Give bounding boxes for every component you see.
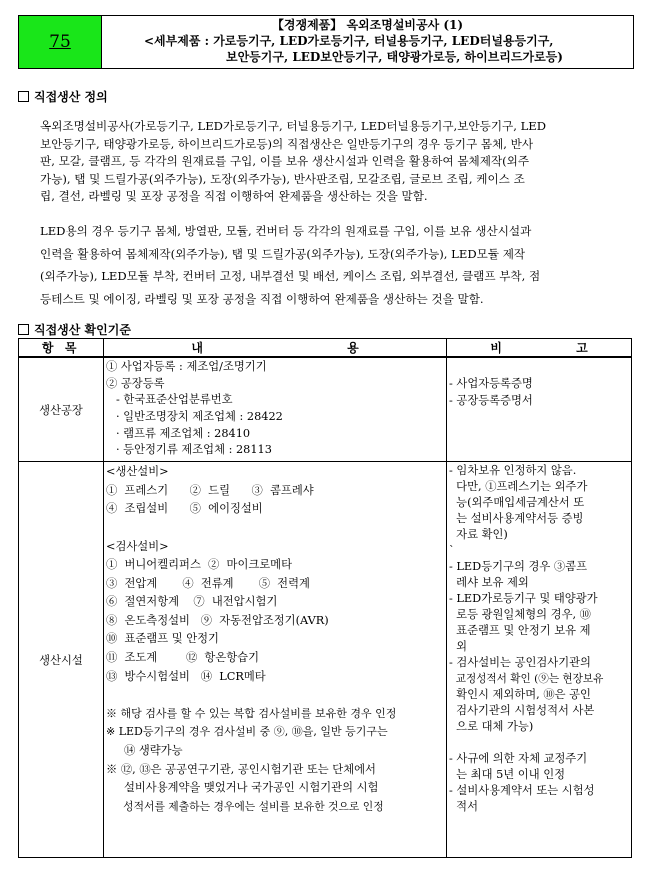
content-line: ① 프레스기 ② 드릴 ③ 콤프레샤 — [106, 483, 314, 497]
table-row-factory — [19, 357, 632, 462]
content-line: ⑬ 방수시험설비 ⑭ LCR메타 — [106, 669, 266, 683]
product-header — [18, 15, 634, 69]
row-content — [104, 357, 447, 462]
note-line: 레샤 보유 제외 — [449, 576, 529, 590]
note-line: 능(외주매입세금계산서 또 — [449, 496, 585, 510]
note-line: - 공장등록증명서 — [449, 393, 533, 407]
section-heading-criteria: 직접생산 확인기준 — [18, 321, 131, 338]
content-line — [106, 686, 446, 705]
note-line: - 사업자등록증명 — [449, 377, 533, 390]
title-line-1: 【경쟁제품】 옥외조명설비공사 (1) — [271, 18, 464, 32]
paragraph-line: 립, 결선, 라벨링 및 포장 공정을 직접 이행하여 완제품을 생산하는 것을 말함. — [40, 189, 428, 204]
note-line: - 임차보유 인정하지 않음. — [449, 464, 577, 478]
note-line: 적서 — [449, 800, 479, 814]
paragraph-line: 가능), 탭 및 드릴가공(외주가능), 도장(외주가능), 반사판조립, 모갈조립, 글로브 조립, 케이스 조 — [40, 171, 525, 186]
content-line: ② 공장등록 — [106, 376, 165, 390]
content-line: · 일반조명장치 제조업체 : 28422 — [116, 410, 283, 424]
paragraph-line: 판, 모갈, 클램프, 등 각각의 원재료를 구입, 이를 보유 생산시설과 인력을 활용하여 몸체제작(외주 — [40, 154, 530, 169]
paragraph-line: (외주가능), LED모듈 부착, 컨버터 고정, 내부결선 및 배선, 케이스 조립, 외부결선, 클램프 부착, 점 — [40, 269, 541, 283]
note-line: 확인시 제외하며, ⑩은 공인 — [449, 688, 591, 702]
paragraph-line: 옥외조명설비공사(가로등기구, LED가로등기구, 터널용등기구, LED터널용등기구,보안등기구, LED — [40, 119, 547, 133]
note-line — [449, 735, 631, 751]
content-line: 설비사용계약을 맺었거나 국가공인 시험기관의 시험 — [106, 781, 379, 795]
table-header-row — [19, 339, 632, 358]
row-notes — [447, 357, 632, 462]
note-line: - 사규에 의한 자체 교정주기 — [449, 752, 588, 766]
criteria-table — [18, 338, 632, 858]
paragraph-line: 보안등기구, 태양광가로등, 하이브리드가로등)의 직접생산은 일반등기구의 경우 등기구 몸체, 반사 — [40, 136, 534, 151]
product-title — [102, 16, 633, 68]
header-content: 내 용 — [104, 339, 447, 358]
content-line: ① 버니어켈리퍼스 ② 마이크로메타 — [106, 558, 293, 572]
note-line: 교정성적서 확인 (⑨는 현장보유 — [449, 673, 604, 686]
row-notes — [447, 462, 632, 858]
header-item: 항 목 — [19, 339, 104, 358]
note-line: - LED등기구의 경우 ③콤프 — [449, 560, 587, 574]
definition-paragraph-1 — [40, 118, 630, 206]
row-label: 생산시설 — [19, 462, 104, 858]
checkbox-square-icon — [18, 324, 29, 335]
title-line-2: <세부제품 : 가로등기구, LED가로등기구, 터널용등기구, LED터널용등기구, — [144, 34, 554, 48]
title-line-3: 보안등기구, LED보안등기구, 태양광가로등, 하이브리드가로등) — [226, 50, 563, 64]
content-line: <생산설비> — [106, 465, 169, 479]
note-line: 외 — [449, 640, 468, 654]
content-line — [106, 519, 446, 538]
note-line: 는 최대 5년 이내 인정 — [449, 768, 566, 782]
note-line: ` — [449, 544, 455, 558]
note-line: 다만, ①프레스기는 외주가 — [449, 480, 588, 494]
content-line: - 한국표준산업분류번호 — [116, 393, 233, 407]
paragraph-line: 인력을 활용하여 몸체제작(외주가능), 탭 및 드릴가공(외주가능), 도장(외주가능), LED모듈 제작 — [40, 246, 526, 261]
definition-paragraph-2 — [40, 220, 630, 310]
row-content — [104, 462, 447, 858]
content-line: · 램프류 제조업체 : 28410 — [116, 426, 251, 440]
note-line: 검사기관의 시험성적서 사본 — [449, 704, 595, 718]
content-line: ※ 해당 검사를 할 수 있는 복합 검사설비를 보유한 경우 인정 — [106, 706, 397, 720]
content-line: ⑪ 조도계 ⑫ 항온항습기 — [106, 651, 259, 665]
content-line: ※ ⑫, ⑬은 공공연구기관, 공인시험기관 또는 단체에서 — [106, 762, 376, 776]
note-line: - 설비사용계약서 또는 시험성 — [449, 784, 595, 798]
note-line: - 검사설비는 공인검사기관의 — [449, 656, 591, 670]
content-line: ⑧ 온도측정설비 ⑨ 자동전압조정기(AVR) — [106, 613, 329, 627]
paragraph-line: LED용의 경우 등기구 몸체, 방열판, 모듈, 컨버터 등 각각의 원재료를 구입, 이를 보유 생산시설과 — [40, 224, 532, 238]
content-line: ① 사업자등록 : 제조업/조명기기 — [106, 360, 267, 373]
content-line: ⑥ 절연저항계 ⑦ 내전압시험기 — [106, 595, 278, 609]
header-notes: 비 고 — [447, 339, 632, 358]
content-line: · 등안정기류 제조업체 : 28113 — [116, 443, 272, 457]
content-line: ⑩ 표준램프 및 안정기 — [106, 632, 219, 646]
content-line: ⑭ 생략가능 — [106, 744, 183, 758]
content-line: ④ 조립설비 ⑤ 에이징설비 — [106, 502, 263, 516]
table-row-facilities — [19, 462, 632, 858]
row-label: 생산공장 — [19, 357, 104, 462]
content-line: ③ 전압계 ④ 전류계 ⑤ 전력계 — [106, 576, 310, 590]
note-line: 는 설비사용계약서등 증빙 — [449, 512, 584, 526]
section-heading-definition: 직접생산 정의 — [18, 88, 108, 105]
paragraph-line: 등테스트 및 에이징, 라벨링 및 포장 공정을 직접 이행하여 완제품을 생산하는 것을 말함. — [40, 291, 484, 306]
content-line: <검사설비> — [106, 539, 169, 553]
product-number: 75 — [19, 16, 102, 68]
checkbox-square-icon — [18, 91, 29, 102]
note-line: 으로 대체 가능) — [449, 720, 534, 734]
note-line: - LED가로등기구 및 태양광가 — [449, 592, 598, 606]
content-line: 성적서를 제출하는 경우에는 설비를 보유한 것으로 인정 — [106, 799, 384, 813]
note-line: 로등 광원일체형의 경우, ⑩ — [449, 608, 591, 622]
note-line: 표준램프 및 안정기 보유 제 — [449, 624, 591, 638]
content-line: ※ LED등기구의 경우 검사설비 중 ⑨, ⑩을, 일반 등기구는 — [106, 725, 388, 739]
note-line: 자료 확인) — [449, 528, 508, 542]
